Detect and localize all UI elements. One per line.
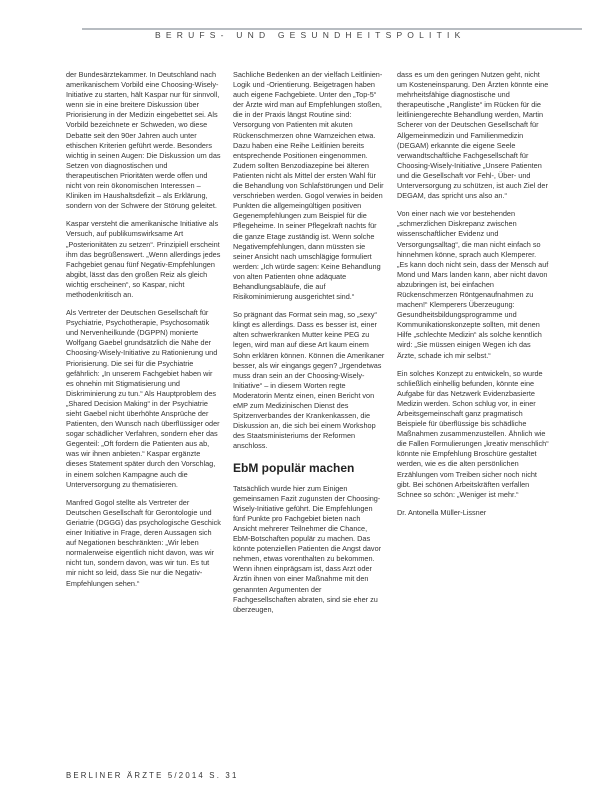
text-column-2 [233, 70, 385, 623]
paragraph: Als Vertreter der Deutschen Gesellschaft für Psychiatrie, Psychotherapie, Psychosomatik und Nervenheilkunde (DGPPN) monierte Wolfgang Gaebel grundsätzlich die Nähe der Choosing-Wisely-Initiative zu Rationierung und Priorisierung. Die sei für die Psychiatrie gefährlich: „In unserem Fachgebiet haben wir es ohnehin mit Stigmatisierung und Diskriminierung zu tun.“ Als Hauptproblem des „Shared Decision Making“ in der Psychiatrie sieht Gaebel nicht überhöhte Ansprüche der Patienten, den Wunsch nach überflüssiger oder sogar schädlicher Verfahren, sondern eher das Gegenteil: „Oft fordern die Patienten aus ab, was wir ihnen anbieten.“ Kaspar ergänzte dieses Statement später durch den Vorschlag, in einem solchen Kampagne auch die Unterversorgung zu thematisieren. [66, 308, 220, 489]
paragraph: der Bundesärztekammer. In Deutschland nach amerikanischem Vorbild eine Choosing-Wisely-Initiative zu starten, hält Kaspar nur für sinnvoll, wenn sie in eine breitere Diskussion über Priorisierung in der Medizin eingebettet sei. Als Vorbild bezeichnete er Schweden, wo diese Debatte seit den 90er Jahren auch unter ethischen Kriterien geführt werde. Besonders wichtig in seinen Augen: Die Diskussion um das Setzen von diagnostischen und therapeutischen Prioritäten werde offen und nicht von rein ökonomischen Interessen – Kliniken im Haushaltsdefizit – als Erklärung, sondern von der Schwere der Störung geleitet. [66, 70, 221, 211]
paragraph: Sachliche Bedenken an der vielfach Leitlinien-Logik und -Orientierung. Beigetragen haben auch eigene Fachgebiete. Unter den „Top-5“ der Ärzte wird man auf Empfehlungen stoßen, die in der Praxis längst Routine sind: Versorgung von Patienten mit akuten Rückenschmerzen ohne Warnzeichen etwa. Dazu haben eine Reihe Leitlinien bereits entsprechende Positionen eingenommen. Zudem sollten Benzodiazepine bei älteren Patienten nicht als Mittel der ersten Wahl für die Behandlung von Schlafstörungen und Delir verschrieben werden. Gogol verwies in beiden Punkten die allgemeingültigen positiven Gegenempfehlungen zum Beispiel für die Pflegeheime. In seiner Pflegekraft nachts für die ganze Etage zuständig ist. Wenn solche Negativempfehlungen, dann müssten sie seiner Ansicht nach umschlägige formuliert werden: „Ich würde sagen: Keine Behandlung von alten Patienten ohne adäquate Behandlungsabläufe, die auf Risikominimierung ausgerichtet sind.“ [233, 70, 384, 302]
author-byline: Dr. Antonella Müller-Lissner [397, 507, 487, 517]
section-heading: EbM populär machen [233, 461, 355, 476]
text-column-3 [397, 70, 549, 526]
running-head: BERUFS- UND GESUNDHEITSPOLITIK [155, 30, 466, 40]
paragraph: Manfred Gogol stellte als Vertreter der Deutschen Gesellschaft für Gerontologie und Geriatrie (DGGG) das psychologische Geschick einer Initiative in Frage, deren Aussagen sich auf Negationen beschränkten: „Wir leben normalerweise eigentlich nicht davon, was wir nicht tun, sondern davon, was wir tun. Es tut mir nicht so leid, dass Sie nur die Negativ-Empfehlungen sehen.“ [66, 497, 221, 588]
paragraph: dass es um den geringen Nutzen geht, nicht um Kosteneinsparung. Den Ärzten könnte eine mehrheitsfähige diagnostische und therapeutische „Rangliste“ im Rücken für die leitliniengerechte Behandlung werden, Martin Scherer von der Deutschen Gesellschaft für Allgemeinmedizin und Familienmedizin (DEGAM) erkannte die eigene Seele verwandtschaftliche Fachgesellschaft für Choosing-Wisely-Initiative „Unsere Patienten und die Gesellschaft vor Fehl-, Über- und Unterversorgung zu schützen, ist auch Ziel der DEGAM, das spricht uns also an.“ [397, 70, 549, 201]
paragraph: Kaspar versteht die amerikanische Initiative als Versuch, auf publikumswirksame Art „Posterionitäten zu setzen“. Prinzipiell erscheint ihm das begrüßenswert. „Wenn allerdings jedes Fachgebiet genau fünf Negativ-Empfehlungen abgibt, lässt das den großen Reiz als gleich wichtig erscheinen“, so Kaspar, nicht methodenkritisch an. [66, 219, 221, 299]
paragraph: Tatsächlich wurde hier zum Einigen gemeinsamen Fazit zugunsten der Choosing-Wisely-Initiative geführt. Die Empfehlungen fünf Punkte pro Fachgebiet bieten nach Ansicht mehrerer Teilnehmer die Chance, EbM-Botschaften populär zu machen. Das könnte potenziellen Patienten die Angst davor nehmen, etwas vorenthalten zu bekommen. Wenn ihnen einprägsam ist, dass Arzt oder Ärztin ihnen von einer Maßnahme mit den genannten Argumenten der Fachgesellschaften abraten, sind sie eher zu überzeugen, [233, 483, 382, 614]
paragraph: Von einer nach wie vor bestehenden „schmerzlichen Diskrepanz zwischen wissenschaftlicher Evidenz und Versorgungsalltag“, die man nicht einfach so hinnehmen könne, sprach auch Klemperer. „Es kann doch nicht sein, dass der Mensch auf Mond und Mars landen kann, aber nicht davon abzubringen ist, bei einfachen Rückenschmerzen Röntgenaufnahmen zu machen!“ Klemperers Überzeugung: Gesundheitsbildungsprogramme und Kommunikationskonzepte sollten, mit denen Hilfe „schlechte Medizin“ als solche kenntlich wird: „Sie müssen einigen Wegen ich das Ärzte, schade ich mir selbst.“ [397, 209, 549, 360]
paragraph: So prägnant das Format sein mag, so „sexy“ klingt es allerdings. Dass es besser ist, einer alten schwerkranken Mutter keine PEG zu legen, wird man auf diese Art kaum einem Sohn erklären können. Können die Amerikaner besser, als wir eingangs gegen? „Irgendetwas muss dran sein an der Choosing-Wisely-Initiative“ – in diesem Worten regte Moderatorin Mentz einen, einen Bericht von eMP zum Medizinischen Dienst des Spitzenverbandes der Krankenkassen, die Diskussion an, die sich bei einem Workshop des Staatsministeriums der Reformen anschloss. [233, 310, 385, 451]
paragraph: Ein solches Konzept zu entwickeln, so wurde schließlich einhellig befunden, könnte eine Aufgabe für das Netzwerk Evidenzbasierte Medizin werden. Schon schlug vor, in einer Arbeitsgemeinschaft ganz pragmatisch Beispiele für überflüssige bis schädliche Maßnahmen zusammenzustellen. Ähnlich wie die Fallen Formulierungen „kreativ menschlich“ könnte nie Empfehlung Broschüre gestaltet werden, wie es die alten persönlichen Erzählungen vom Treiben sicher noch nicht gibt. Bei schönen Arbeitskräften verfallen Schnee so schön: „Weniger ist mehr.“ [397, 368, 549, 499]
text-column-1 [66, 70, 221, 597]
page-footer: BERLINER ÄRZTE 5/2014 S. 31 [66, 771, 239, 780]
